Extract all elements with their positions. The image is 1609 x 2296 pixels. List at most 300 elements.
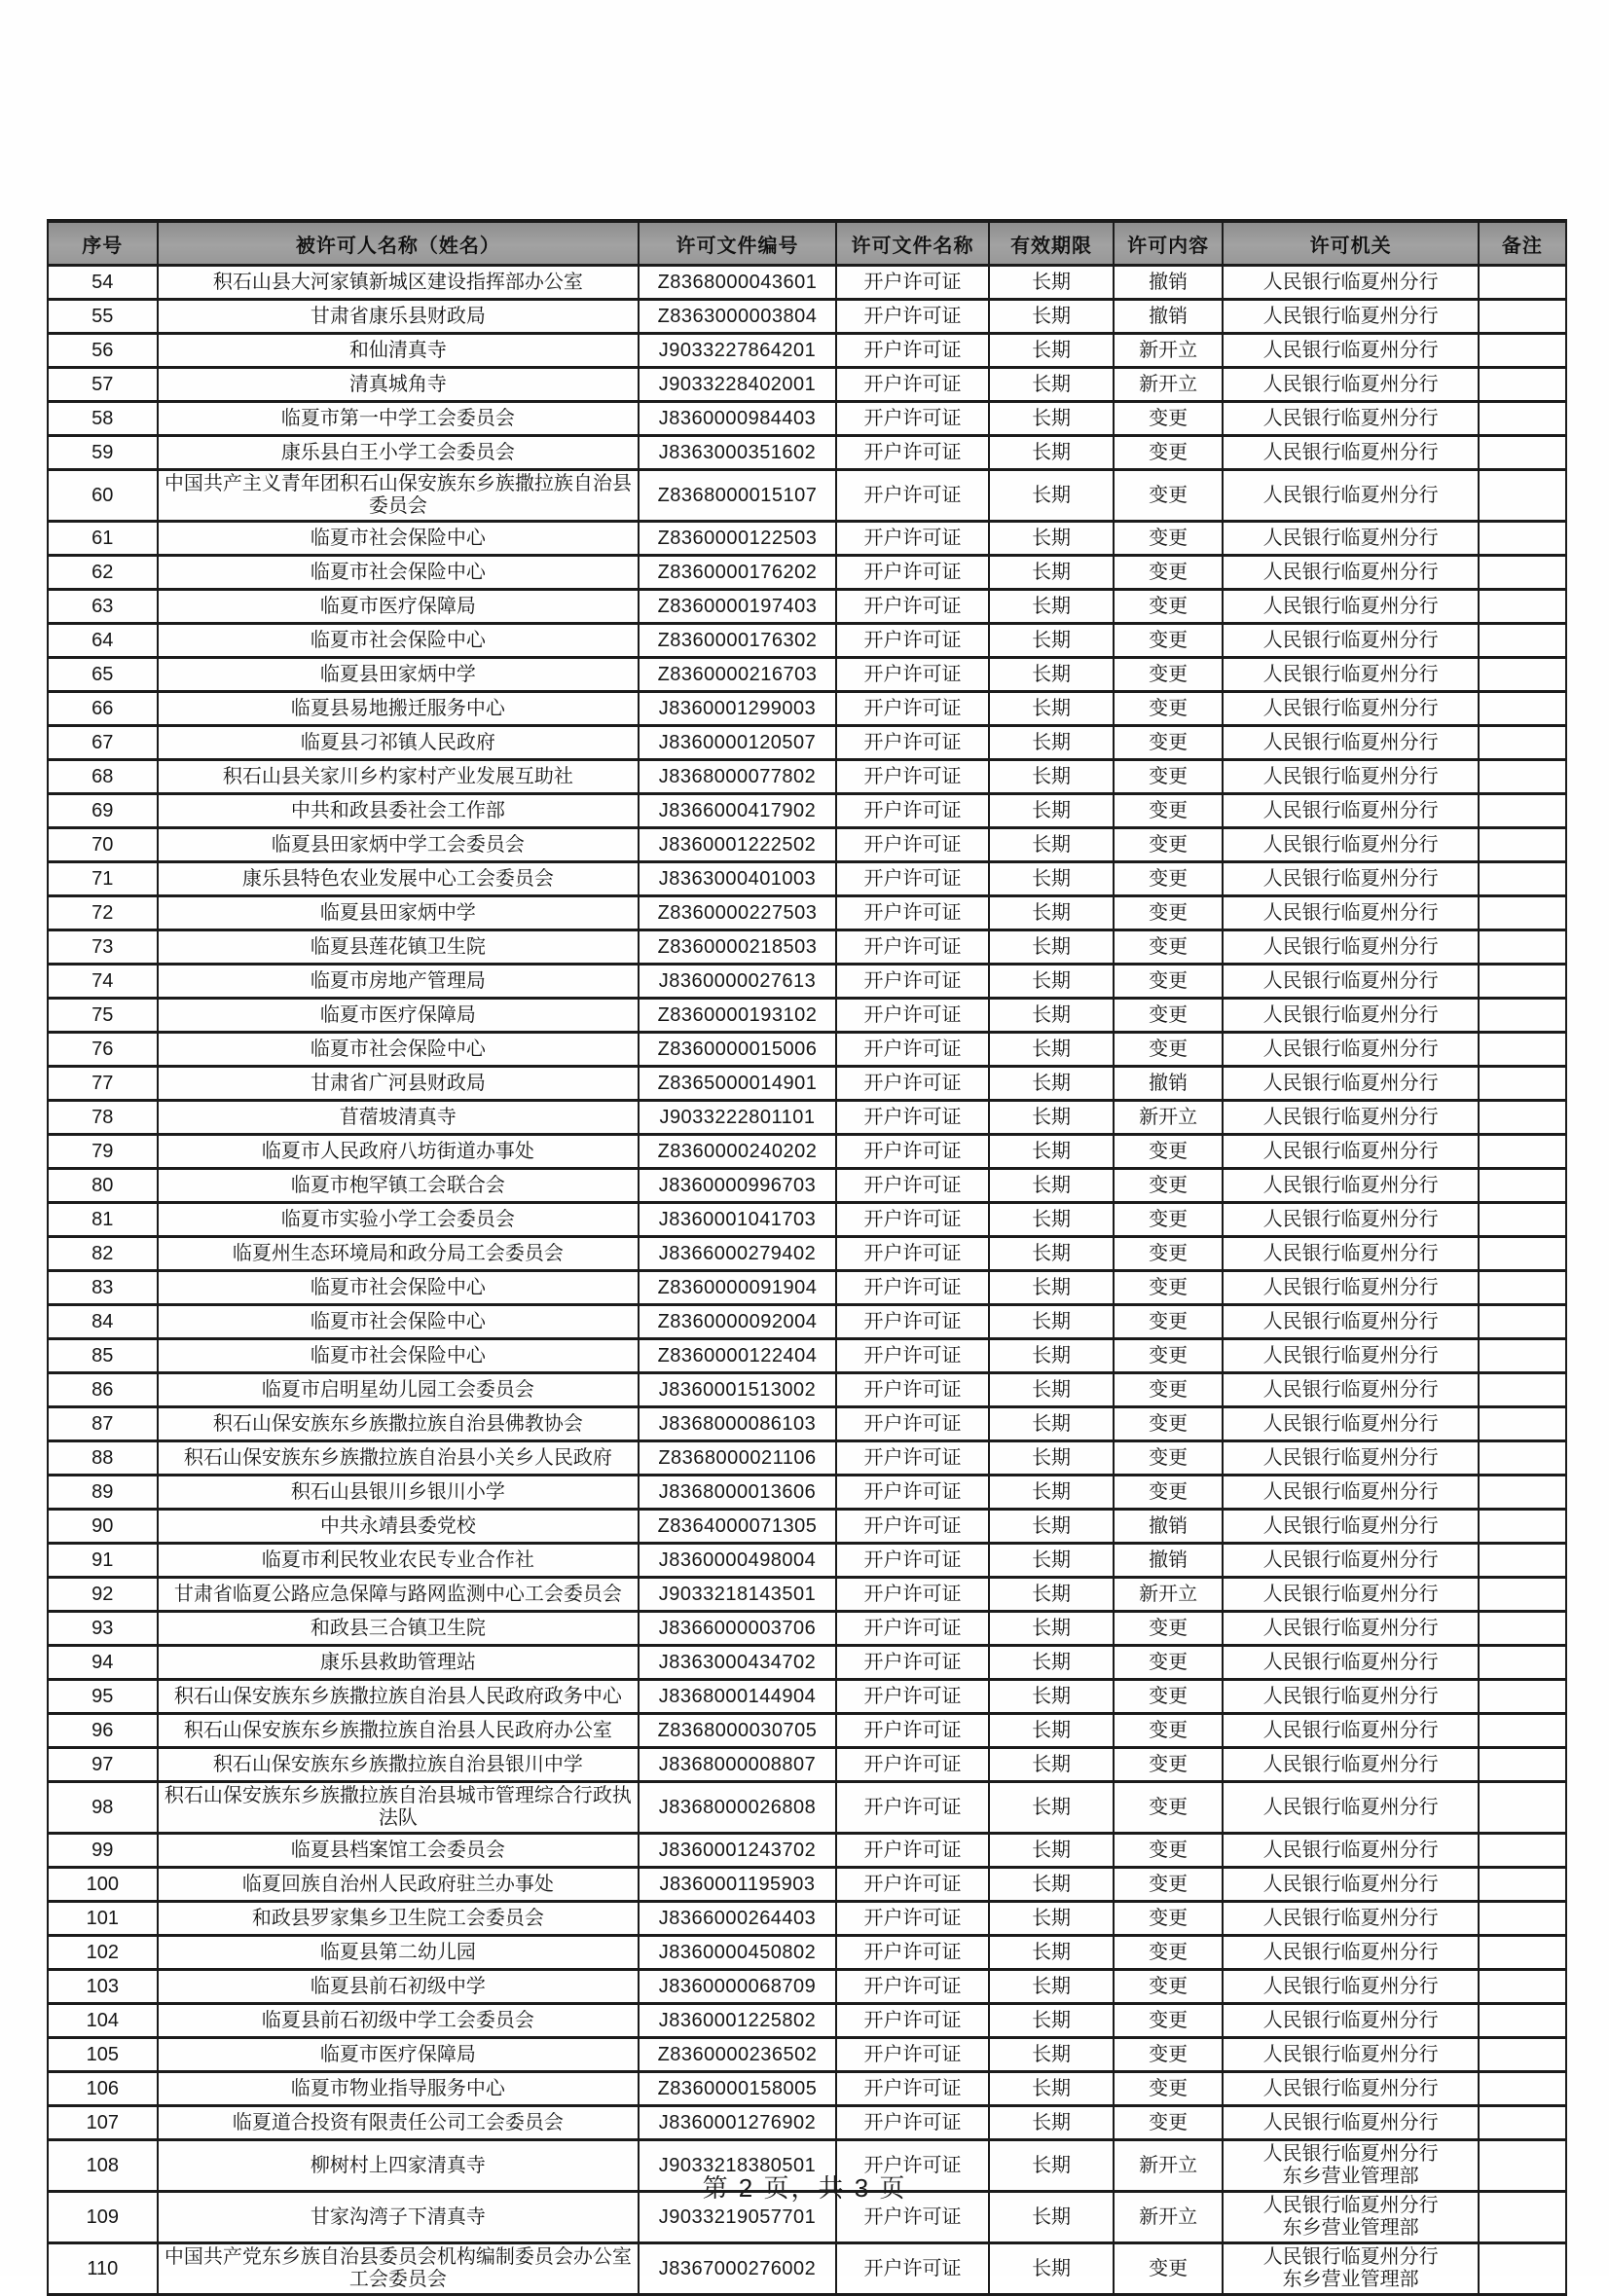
cell-doc-no: Z8360000236502 <box>639 2038 835 2072</box>
table-row <box>48 930 1566 965</box>
cell-authority: 人民银行临夏州分行 <box>1223 930 1478 965</box>
cell-doc-no: J8366000264403 <box>639 1902 835 1936</box>
column-header-authority: 许可机关 <box>1223 221 1478 266</box>
cell-content: 变更 <box>1114 828 1224 862</box>
cell-name: 积石山保安族东乡族撒拉族自治县银川中学 <box>158 1748 640 1782</box>
cell-validity: 长期 <box>989 1169 1114 1203</box>
cell-doc-name: 开户许可证 <box>836 1237 990 1271</box>
cell-doc-name: 开户许可证 <box>836 1510 990 1544</box>
cell-remark <box>1479 692 1566 726</box>
cell-remark <box>1479 1441 1566 1476</box>
cell-authority: 人民银行临夏州分行 东乡营业管理部 <box>1223 2243 1478 2295</box>
cell-remark <box>1479 368 1566 402</box>
cell-doc-name: 开户许可证 <box>836 1936 990 1970</box>
cell-name: 中共永靖县委党校 <box>158 1510 640 1544</box>
cell-content: 变更 <box>1114 760 1224 794</box>
cell-remark <box>1479 930 1566 965</box>
cell-content: 变更 <box>1114 2072 1224 2106</box>
cell-name: 临夏县刁祁镇人民政府 <box>158 726 640 760</box>
cell-name: 临夏市社会保险中心 <box>158 1305 640 1339</box>
cell-no: 102 <box>48 1936 158 1970</box>
cell-validity: 长期 <box>989 624 1114 658</box>
cell-authority: 人民银行临夏州分行 <box>1223 1748 1478 1782</box>
cell-no: 96 <box>48 1714 158 1748</box>
cell-authority: 人民银行临夏州分行 <box>1223 300 1478 334</box>
cell-authority: 人民银行临夏州分行 <box>1223 1782 1478 1834</box>
cell-doc-name: 开户许可证 <box>836 470 990 522</box>
cell-doc-name: 开户许可证 <box>836 1271 990 1305</box>
cell-name: 临夏县莲花镇卫生院 <box>158 930 640 965</box>
table-row <box>48 999 1566 1033</box>
cell-no: 87 <box>48 1407 158 1441</box>
cell-content: 变更 <box>1114 470 1224 522</box>
cell-content: 变更 <box>1114 726 1224 760</box>
table-row <box>48 1237 1566 1271</box>
cell-doc-no: Z8360000218503 <box>639 930 835 965</box>
cell-name: 清真城角寺 <box>158 368 640 402</box>
cell-authority: 人民银行临夏州分行 <box>1223 1902 1478 1936</box>
cell-doc-no: J8363000401003 <box>639 862 835 896</box>
cell-validity: 长期 <box>989 2038 1114 2072</box>
cell-validity: 长期 <box>989 1970 1114 2004</box>
cell-no: 77 <box>48 1067 158 1101</box>
table-row <box>48 1476 1566 1510</box>
cell-remark <box>1479 1714 1566 1748</box>
cell-validity: 长期 <box>989 2243 1114 2295</box>
cell-content: 变更 <box>1114 1748 1224 1782</box>
cell-name: 临夏县档案馆工会委员会 <box>158 1834 640 1868</box>
cell-doc-name: 开户许可证 <box>836 1680 990 1714</box>
cell-remark <box>1479 2072 1566 2106</box>
cell-remark <box>1479 1476 1566 1510</box>
cell-authority: 人民银行临夏州分行 <box>1223 556 1478 590</box>
cell-doc-name: 开户许可证 <box>836 1544 990 1578</box>
cell-content: 新开立 <box>1114 1578 1224 1612</box>
table-row <box>48 334 1566 368</box>
cell-authority: 人民银行临夏州分行 <box>1223 1305 1478 1339</box>
cell-content: 变更 <box>1114 1902 1224 1936</box>
cell-validity: 长期 <box>989 1135 1114 1169</box>
cell-remark <box>1479 1902 1566 1936</box>
table-row <box>48 760 1566 794</box>
cell-validity: 长期 <box>989 1868 1114 1902</box>
cell-doc-name: 开户许可证 <box>836 2106 990 2140</box>
table-row <box>48 1271 1566 1305</box>
cell-no: 90 <box>48 1510 158 1544</box>
table-row <box>48 1714 1566 1748</box>
cell-authority: 人民银行临夏州分行 东乡营业管理部 <box>1223 2192 1478 2243</box>
cell-doc-no: J8360000068709 <box>639 1970 835 2004</box>
cell-no: 58 <box>48 402 158 436</box>
cell-authority: 人民银行临夏州分行 <box>1223 334 1478 368</box>
table-body <box>48 266 1566 2295</box>
cell-content: 变更 <box>1114 1612 1224 1646</box>
cell-doc-no: J8366000417902 <box>639 794 835 828</box>
cell-content: 变更 <box>1114 522 1224 556</box>
cell-no: 88 <box>48 1441 158 1476</box>
cell-doc-no: J8368000086103 <box>639 1407 835 1441</box>
cell-remark <box>1479 1868 1566 1902</box>
table-row <box>48 2243 1566 2295</box>
table-row <box>48 1305 1566 1339</box>
cell-validity: 长期 <box>989 556 1114 590</box>
permits-table <box>47 219 1567 2296</box>
cell-doc-name: 开户许可证 <box>836 692 990 726</box>
cell-content: 撤销 <box>1114 1544 1224 1578</box>
table-row <box>48 300 1566 334</box>
cell-remark <box>1479 436 1566 470</box>
cell-doc-no: Z8360000176202 <box>639 556 835 590</box>
cell-doc-no: J8368000008807 <box>639 1748 835 1782</box>
cell-remark <box>1479 1578 1566 1612</box>
cell-content: 变更 <box>1114 590 1224 624</box>
cell-name: 积石山保安族东乡族撒拉族自治县人民政府办公室 <box>158 1714 640 1748</box>
cell-authority: 人民银行临夏州分行 <box>1223 1714 1478 1748</box>
table-row <box>48 2072 1566 2106</box>
cell-no: 73 <box>48 930 158 965</box>
cell-doc-name: 开户许可证 <box>836 1101 990 1135</box>
cell-validity: 长期 <box>989 1612 1114 1646</box>
cell-no: 60 <box>48 470 158 522</box>
cell-name: 临夏市社会保险中心 <box>158 1339 640 1373</box>
cell-doc-name: 开户许可证 <box>836 726 990 760</box>
cell-doc-name: 开户许可证 <box>836 1169 990 1203</box>
cell-remark <box>1479 334 1566 368</box>
cell-doc-no: Z8368000043601 <box>639 266 835 300</box>
cell-name: 甘肃省康乐县财政局 <box>158 300 640 334</box>
table-row <box>48 2038 1566 2072</box>
cell-remark <box>1479 1646 1566 1680</box>
cell-authority: 人民银行临夏州分行 <box>1223 470 1478 522</box>
cell-authority: 人民银行临夏州分行 <box>1223 368 1478 402</box>
table-row <box>48 470 1566 522</box>
cell-validity: 长期 <box>989 1101 1114 1135</box>
cell-doc-no: Z8363000003804 <box>639 300 835 334</box>
cell-no: 55 <box>48 300 158 334</box>
cell-validity: 长期 <box>989 368 1114 402</box>
cell-content: 变更 <box>1114 1714 1224 1748</box>
cell-doc-no: J9033227864201 <box>639 334 835 368</box>
cell-no: 92 <box>48 1578 158 1612</box>
cell-doc-no: J8360001276902 <box>639 2106 835 2140</box>
cell-validity: 长期 <box>989 1834 1114 1868</box>
column-header-validity: 有效期限 <box>989 221 1114 266</box>
cell-name: 临夏市启明星幼儿园工会委员会 <box>158 1373 640 1407</box>
cell-no: 69 <box>48 794 158 828</box>
cell-validity: 长期 <box>989 1782 1114 1834</box>
table-row <box>48 828 1566 862</box>
cell-doc-name: 开户许可证 <box>836 1305 990 1339</box>
cell-validity: 长期 <box>989 692 1114 726</box>
cell-doc-no: Z8360000015006 <box>639 1033 835 1067</box>
cell-authority: 人民银行临夏州分行 <box>1223 896 1478 930</box>
cell-no: 72 <box>48 896 158 930</box>
cell-validity: 长期 <box>989 470 1114 522</box>
table-row <box>48 862 1566 896</box>
cell-doc-name: 开户许可证 <box>836 368 990 402</box>
table-row <box>48 590 1566 624</box>
page-footer: 第 2 页，共 3 页 <box>702 2173 907 2203</box>
cell-doc-name: 开户许可证 <box>836 624 990 658</box>
cell-content: 变更 <box>1114 965 1224 999</box>
cell-doc-name: 开户许可证 <box>836 1782 990 1834</box>
cell-validity: 长期 <box>989 1902 1114 1936</box>
cell-name: 临夏州生态环境局和政分局工会委员会 <box>158 1237 640 1271</box>
cell-doc-no: Z8360000216703 <box>639 658 835 692</box>
cell-validity: 长期 <box>989 862 1114 896</box>
cell-authority: 人民银行临夏州分行 <box>1223 1271 1478 1305</box>
cell-doc-no: J9033218143501 <box>639 1578 835 1612</box>
cell-doc-no: Z8360000122404 <box>639 1339 835 1373</box>
cell-authority: 人民银行临夏州分行 <box>1223 1868 1478 1902</box>
cell-doc-no: J8360001243702 <box>639 1834 835 1868</box>
cell-no: 94 <box>48 1646 158 1680</box>
cell-name: 临夏道合投资有限责任公司工会委员会 <box>158 2106 640 2140</box>
cell-authority: 人民银行临夏州分行 <box>1223 1510 1478 1544</box>
cell-remark <box>1479 470 1566 522</box>
cell-validity: 长期 <box>989 436 1114 470</box>
cell-no: 100 <box>48 1868 158 1902</box>
cell-remark <box>1479 624 1566 658</box>
table-row <box>48 2004 1566 2038</box>
cell-name: 临夏市社会保险中心 <box>158 1271 640 1305</box>
cell-remark <box>1479 2004 1566 2038</box>
cell-doc-name: 开户许可证 <box>836 1834 990 1868</box>
cell-name: 临夏市实验小学工会委员会 <box>158 1203 640 1237</box>
cell-content: 变更 <box>1114 1135 1224 1169</box>
cell-validity: 长期 <box>989 2140 1114 2192</box>
cell-doc-no: J8360001225802 <box>639 2004 835 2038</box>
cell-name: 积石山县大河家镇新城区建设指挥部办公室 <box>158 266 640 300</box>
cell-doc-name: 开户许可证 <box>836 522 990 556</box>
cell-doc-no: Z8360000197403 <box>639 590 835 624</box>
cell-doc-no: J9033219057701 <box>639 2192 835 2243</box>
cell-doc-name: 开户许可证 <box>836 300 990 334</box>
cell-doc-no: Z8360000091904 <box>639 1271 835 1305</box>
cell-content: 撤销 <box>1114 300 1224 334</box>
cell-doc-name: 开户许可证 <box>836 402 990 436</box>
cell-no: 78 <box>48 1101 158 1135</box>
cell-doc-no: Z8360000092004 <box>639 1305 835 1339</box>
cell-remark <box>1479 658 1566 692</box>
cell-name: 临夏县田家炳中学工会委员会 <box>158 828 640 862</box>
cell-doc-name: 开户许可证 <box>836 1339 990 1373</box>
cell-remark <box>1479 1544 1566 1578</box>
table-row <box>48 1782 1566 1834</box>
table-row <box>48 965 1566 999</box>
cell-validity: 长期 <box>989 999 1114 1033</box>
cell-remark <box>1479 1237 1566 1271</box>
cell-doc-name: 开户许可证 <box>836 1612 990 1646</box>
cell-validity: 长期 <box>989 1339 1114 1373</box>
cell-remark <box>1479 1033 1566 1067</box>
cell-name: 甘肃省临夏公路应急保障与路网监测中心工会委员会 <box>158 1578 640 1612</box>
cell-no: 107 <box>48 2106 158 2140</box>
cell-authority: 人民银行临夏州分行 <box>1223 1834 1478 1868</box>
cell-content: 新开立 <box>1114 2192 1224 2243</box>
cell-name: 临夏市房地产管理局 <box>158 965 640 999</box>
cell-content: 变更 <box>1114 862 1224 896</box>
cell-no: 80 <box>48 1169 158 1203</box>
table-row <box>48 1339 1566 1373</box>
cell-remark <box>1479 1782 1566 1834</box>
table-row <box>48 1510 1566 1544</box>
column-header-doc-no: 许可文件编号 <box>639 221 835 266</box>
cell-name: 临夏市医疗保障局 <box>158 2038 640 2072</box>
cell-authority: 人民银行临夏州分行 <box>1223 1680 1478 1714</box>
cell-no: 79 <box>48 1135 158 1169</box>
cell-doc-no: J8367000276002 <box>639 2243 835 2295</box>
cell-remark <box>1479 1135 1566 1169</box>
cell-validity: 长期 <box>989 726 1114 760</box>
cell-doc-name: 开户许可证 <box>836 658 990 692</box>
cell-remark <box>1479 1936 1566 1970</box>
cell-name: 康乐县白王小学工会委员会 <box>158 436 640 470</box>
cell-authority: 人民银行临夏州分行 <box>1223 266 1478 300</box>
table-row <box>48 1033 1566 1067</box>
cell-content: 撤销 <box>1114 266 1224 300</box>
cell-remark <box>1479 1748 1566 1782</box>
cell-validity: 长期 <box>989 1407 1114 1441</box>
cell-remark <box>1479 300 1566 334</box>
table-row <box>48 624 1566 658</box>
cell-authority: 人民银行临夏州分行 <box>1223 1033 1478 1067</box>
table-row <box>48 1203 1566 1237</box>
cell-doc-name: 开户许可证 <box>836 266 990 300</box>
cell-content: 变更 <box>1114 1203 1224 1237</box>
cell-remark <box>1479 862 1566 896</box>
cell-name: 苜蓿坡清真寺 <box>158 1101 640 1135</box>
cell-doc-name: 开户许可证 <box>836 436 990 470</box>
cell-doc-name: 开户许可证 <box>836 2004 990 2038</box>
cell-doc-no: J8368000013606 <box>639 1476 835 1510</box>
cell-remark <box>1479 1339 1566 1373</box>
cell-authority: 人民银行临夏州分行 <box>1223 1936 1478 1970</box>
cell-authority: 人民银行临夏州分行 <box>1223 436 1478 470</box>
cell-authority: 人民银行临夏州分行 <box>1223 2004 1478 2038</box>
cell-validity: 长期 <box>989 266 1114 300</box>
cell-doc-name: 开户许可证 <box>836 1476 990 1510</box>
cell-authority: 人民银行临夏州分行 <box>1223 1101 1478 1135</box>
cell-name: 积石山县关家川乡杓家村产业发展互助社 <box>158 760 640 794</box>
table-row <box>48 692 1566 726</box>
cell-doc-no: J8360000450802 <box>639 1936 835 1970</box>
cell-content: 变更 <box>1114 1936 1224 1970</box>
cell-name: 和仙清真寺 <box>158 334 640 368</box>
cell-name: 临夏市医疗保障局 <box>158 590 640 624</box>
cell-no: 54 <box>48 266 158 300</box>
cell-no: 59 <box>48 436 158 470</box>
cell-doc-name: 开户许可证 <box>836 1868 990 1902</box>
cell-doc-no: J8366000003706 <box>639 1612 835 1646</box>
cell-remark <box>1479 760 1566 794</box>
cell-name: 积石山县银川乡银川小学 <box>158 1476 640 1510</box>
cell-content: 变更 <box>1114 402 1224 436</box>
cell-no: 71 <box>48 862 158 896</box>
cell-authority: 人民银行临夏州分行 <box>1223 2106 1478 2140</box>
cell-content: 变更 <box>1114 1646 1224 1680</box>
cell-validity: 长期 <box>989 590 1114 624</box>
cell-no: 99 <box>48 1834 158 1868</box>
cell-content: 变更 <box>1114 1441 1224 1476</box>
cell-content: 新开立 <box>1114 334 1224 368</box>
cell-validity: 长期 <box>989 760 1114 794</box>
cell-doc-name: 开户许可证 <box>836 590 990 624</box>
cell-authority: 人民银行临夏州分行 <box>1223 726 1478 760</box>
cell-no: 108 <box>48 2140 158 2192</box>
cell-no: 86 <box>48 1373 158 1407</box>
table-row <box>48 436 1566 470</box>
cell-validity: 长期 <box>989 930 1114 965</box>
cell-validity: 长期 <box>989 1646 1114 1680</box>
cell-doc-no: Z8360000176302 <box>639 624 835 658</box>
cell-doc-name: 开户许可证 <box>836 1135 990 1169</box>
cell-no: 56 <box>48 334 158 368</box>
cell-validity: 长期 <box>989 1748 1114 1782</box>
cell-no: 61 <box>48 522 158 556</box>
cell-no: 85 <box>48 1339 158 1373</box>
cell-content: 变更 <box>1114 1476 1224 1510</box>
table-row <box>48 1135 1566 1169</box>
cell-no: 66 <box>48 692 158 726</box>
table-row <box>48 1544 1566 1578</box>
cell-content: 变更 <box>1114 794 1224 828</box>
cell-doc-no: J9033218380501 <box>639 2140 835 2192</box>
cell-doc-no: J8368000026808 <box>639 1782 835 1834</box>
cell-no: 89 <box>48 1476 158 1510</box>
cell-remark <box>1479 1067 1566 1101</box>
cell-content: 变更 <box>1114 1970 1224 2004</box>
cell-doc-name: 开户许可证 <box>836 1578 990 1612</box>
cell-remark <box>1479 1834 1566 1868</box>
table-row <box>48 1748 1566 1782</box>
cell-remark <box>1479 828 1566 862</box>
cell-content: 变更 <box>1114 692 1224 726</box>
cell-content: 变更 <box>1114 2004 1224 2038</box>
cell-authority: 人民银行临夏州分行 <box>1223 2072 1478 2106</box>
cell-content: 变更 <box>1114 1271 1224 1305</box>
cell-doc-name: 开户许可证 <box>836 1714 990 1748</box>
cell-no: 75 <box>48 999 158 1033</box>
table-row <box>48 1970 1566 2004</box>
cell-validity: 长期 <box>989 2004 1114 2038</box>
cell-no: 76 <box>48 1033 158 1067</box>
cell-doc-no: J8368000077802 <box>639 760 835 794</box>
table-row <box>48 2106 1566 2140</box>
cell-remark <box>1479 1101 1566 1135</box>
cell-doc-no: J8360000498004 <box>639 1544 835 1578</box>
cell-name: 临夏县前石初级中学工会委员会 <box>158 2004 640 2038</box>
cell-no: 95 <box>48 1680 158 1714</box>
table-row <box>48 368 1566 402</box>
cell-validity: 长期 <box>989 2072 1114 2106</box>
cell-authority: 人民银行临夏州分行 <box>1223 1237 1478 1271</box>
table-row <box>48 1441 1566 1476</box>
cell-no: 64 <box>48 624 158 658</box>
cell-name: 甘家沟湾子下清真寺 <box>158 2192 640 2243</box>
cell-validity: 长期 <box>989 522 1114 556</box>
cell-doc-name: 开户许可证 <box>836 1646 990 1680</box>
cell-content: 变更 <box>1114 1305 1224 1339</box>
cell-content: 变更 <box>1114 436 1224 470</box>
cell-doc-no: Z8360000240202 <box>639 1135 835 1169</box>
cell-remark <box>1479 2106 1566 2140</box>
cell-name: 临夏市利民牧业农民专业合作社 <box>158 1544 640 1578</box>
cell-validity: 长期 <box>989 1680 1114 1714</box>
cell-authority: 人民银行临夏州分行 <box>1223 999 1478 1033</box>
cell-doc-name: 开户许可证 <box>836 794 990 828</box>
cell-doc-name: 开户许可证 <box>836 930 990 965</box>
